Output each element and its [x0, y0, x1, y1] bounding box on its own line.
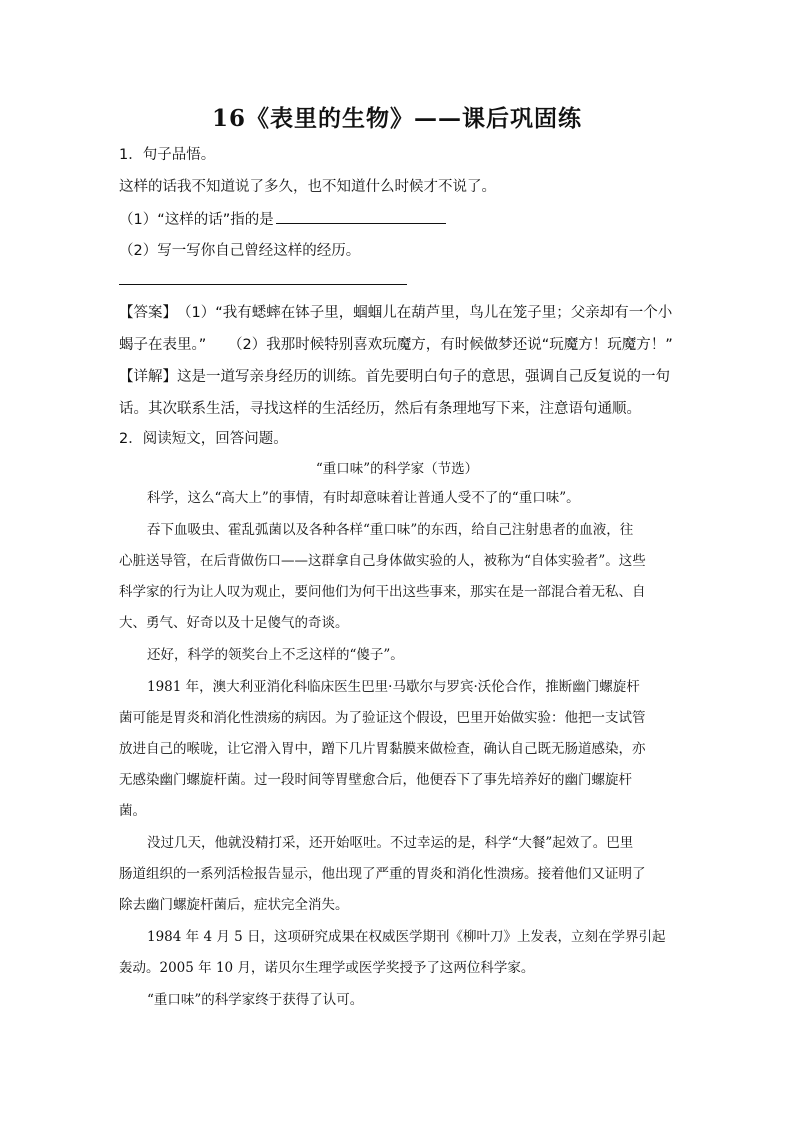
- question-1-heading: 1．句子品悟。: [119, 147, 216, 163]
- passage-line: 菌。: [119, 803, 146, 819]
- question-2-heading: 2．阅读短文，回答问题。: [119, 431, 288, 447]
- sub1-text: （1）“这样的话”指的是: [119, 212, 274, 228]
- page-title: 16《表里的生物》——课后巩固练: [211, 105, 582, 132]
- passage-line: 1981 年，澳大利亚消化科临床医生巴里·马歇尔与罗宾·沃伦合作，推断幽门螺旋杆: [147, 679, 640, 695]
- answer-line-2: 蝎子在表里。” （2）我那时候特别喜欢玩魔方，有时候做梦还说“玩魔方！玩魔方！”: [119, 337, 673, 353]
- passage-line: 科学家的行为让人叹为观止，要问他们为何干出这些事来，那实在是一部混合着无私、自: [119, 584, 646, 600]
- passage-line: 科学，这么“高大上”的事情，有时却意味着让普通人受不了的“重口味”。: [147, 490, 580, 506]
- passage-line: 无感染幽门螺旋杆菌。过一段时间等胃壁愈合后，他便吞下了事先培养好的幽门螺旋杆: [119, 772, 632, 788]
- detail-line-1: 【详解】这是一道写亲身经历的训练。首先要明白句子的意思，强调自己反复说的一句: [119, 369, 670, 385]
- passage-line: 还好，科学的领奖台上不乏这样的“傻子”。: [147, 647, 404, 663]
- passage-title: “重口味”的科学家（节选）: [315, 461, 479, 477]
- detail-line-2: 话。其次联系生活，寻找这样的生活经历，然后有条理地写下来，注意语句通顺。: [119, 401, 641, 417]
- passage-line: 大、勇气、好奇以及十足傻气的奇谈。: [119, 615, 349, 631]
- passage-line: 1984 年 4 月 5 日，这项研究成果在权威医学期刊《柳叶刀》上发表，立刻在学界引起: [147, 929, 666, 945]
- question-1-sub1: [119, 209, 446, 230]
- question-1-sentence: 这样的话我不知道说了多久，也不知道什么时候才不说了。: [119, 179, 496, 195]
- answer-line-1: 【答案】 （1）“我有蟋蟀在钵子里，蝈蝈儿在葫芦里，鸟儿在笼子里；父亲却有一个小: [119, 305, 673, 321]
- answer-blank-1: [276, 209, 446, 224]
- passage-line: 心脏送导管，在后背做伤口——这群拿自己身体做实验的人，被称为“自体实验者”。这些: [119, 553, 646, 569]
- passage-line: 放进自己的喉咙，让它滑入胃中，蹭下几片胃黏膜来做检查，确认自己既无肠道感染，亦: [119, 741, 646, 757]
- passage-line: 除去幽门螺旋杆菌后，症状完全消失。: [119, 897, 349, 913]
- passage-line: “重口味”的科学家终于获得了认可。: [147, 992, 364, 1008]
- passage-line: 肠道组织的一系列活检报告显示，他出现了严重的胃炎和消化性溃疡。接着他们又证明了: [119, 866, 646, 882]
- passage-line: 没过几天，他就没精打采，还开始呕吐。不过幸运的是，科学“大餐”起效了。巴里: [147, 835, 634, 851]
- question-1-sub2: （2）写一写你自己曾经这样的经历。: [119, 243, 361, 259]
- answer-blank-2: [119, 284, 407, 285]
- passage-line: 轰动。2005 年 10 月，诺贝尔生理学或医学奖授予了这两位科学家。: [119, 960, 535, 976]
- passage-line: 吞下血吸虫、霍乱弧菌以及各种各样“重口味”的东西，给自己注射患者的血液，往: [147, 522, 634, 538]
- passage-line: 菌可能是胃炎和消化性溃疡的病因。为了验证这个假设，巴里开始做实验：他把一支试管: [119, 710, 646, 726]
